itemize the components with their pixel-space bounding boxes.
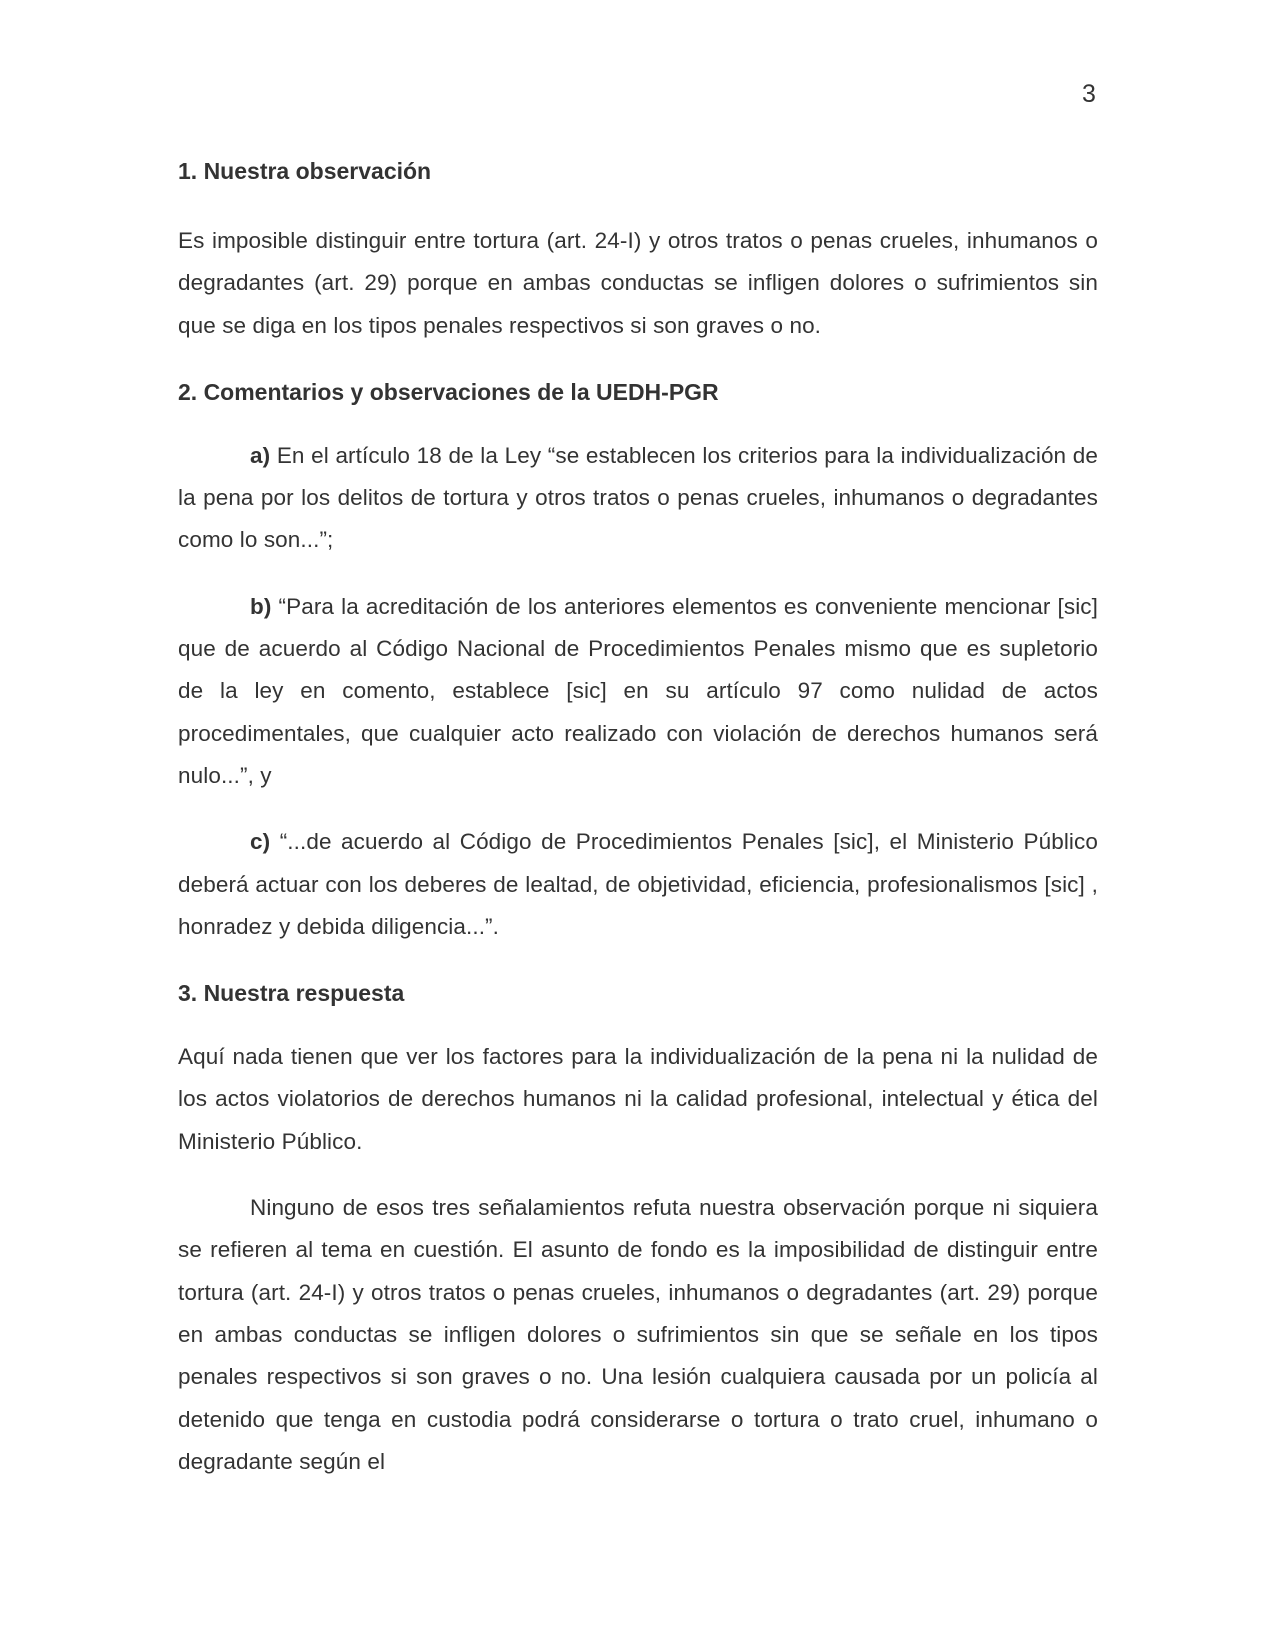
- section-3-heading: 3. Nuestra respuesta: [178, 980, 405, 1007]
- item-a-text: En el artículo 18 de la Ley “se establecen los criterios para la individualización de la pena por los delitos de tortura y otros tratos o penas crueles, inhumanos o degradantes como lo son...”;: [178, 442, 1098, 553]
- section-2-item-b: [178, 586, 1098, 797]
- item-c-text: “...de acuerdo al Código de Procedimientos Penales [sic], el Ministerio Público deberá actuar con los deberes de lealtad, de objetividad, eficiencia, profesionalismos [sic] , honradez y debida diligencia...”.: [178, 829, 1098, 939]
- item-b-label: b): [250, 593, 272, 619]
- section-1-paragraph: Es imposible distinguir entre tortura (art. 24-I) y otros tratos o penas crueles, inhumanos o degradantes (art. 29) porque en ambas conductas se infligen dolores o sufrimientos sin que se diga en los tipos penales respectivos si son graves o no.: [178, 228, 1098, 338]
- document-body: [178, 150, 1098, 1483]
- section-2-item-a: [178, 435, 1098, 562]
- section-3-paragraph-2: Ninguno de esos tres señalamientos refuta nuestra observación porque ni siquiera se refieren al tema en cuestión. El asunto de fondo es la imposibilidad de distinguir entre tortura (art. 24-I) y otros tratos o penas crueles, inhumanos o degradantes (art. 29) porque en ambas conductas se infligen dolores o sufrimientos sin que se señale en los tipos penales respectivos si son graves o no. Una lesión cualquiera causada por un policía al detenido que tenga en custodia podrá considerarse o tortura o trato cruel, inhumano o degradante según el: [178, 1195, 1098, 1474]
- page-number: 3: [1082, 80, 1096, 108]
- section-1-heading: 1. Nuestra observación: [178, 158, 432, 184]
- item-c-label: c): [250, 829, 271, 855]
- item-a-label: a): [250, 442, 271, 468]
- section-3-paragraph-1: Aquí nada tienen que ver los factores para la individualización de la pena ni la nulidad de los actos violatorios de derechos humanos ni la calidad profesional, intelectual y ética del Ministerio Público.: [178, 1044, 1098, 1154]
- section-2-heading: 2. Comentarios y observaciones de la UEDH-PGR: [178, 378, 719, 405]
- section-2-item-c: [178, 821, 1098, 948]
- item-b-text: “Para la acreditación de los anteriores elementos es conveniente mencionar [sic] que de acuerdo al Código Nacional de Procedimientos Penales mismo que es supletorio de la ley en comento, establece [sic] en su artículo 97 como nulidad de actos procedimentales, que cualquier acto realizado con violación de derechos humanos será nulo...”, y: [178, 593, 1098, 788]
